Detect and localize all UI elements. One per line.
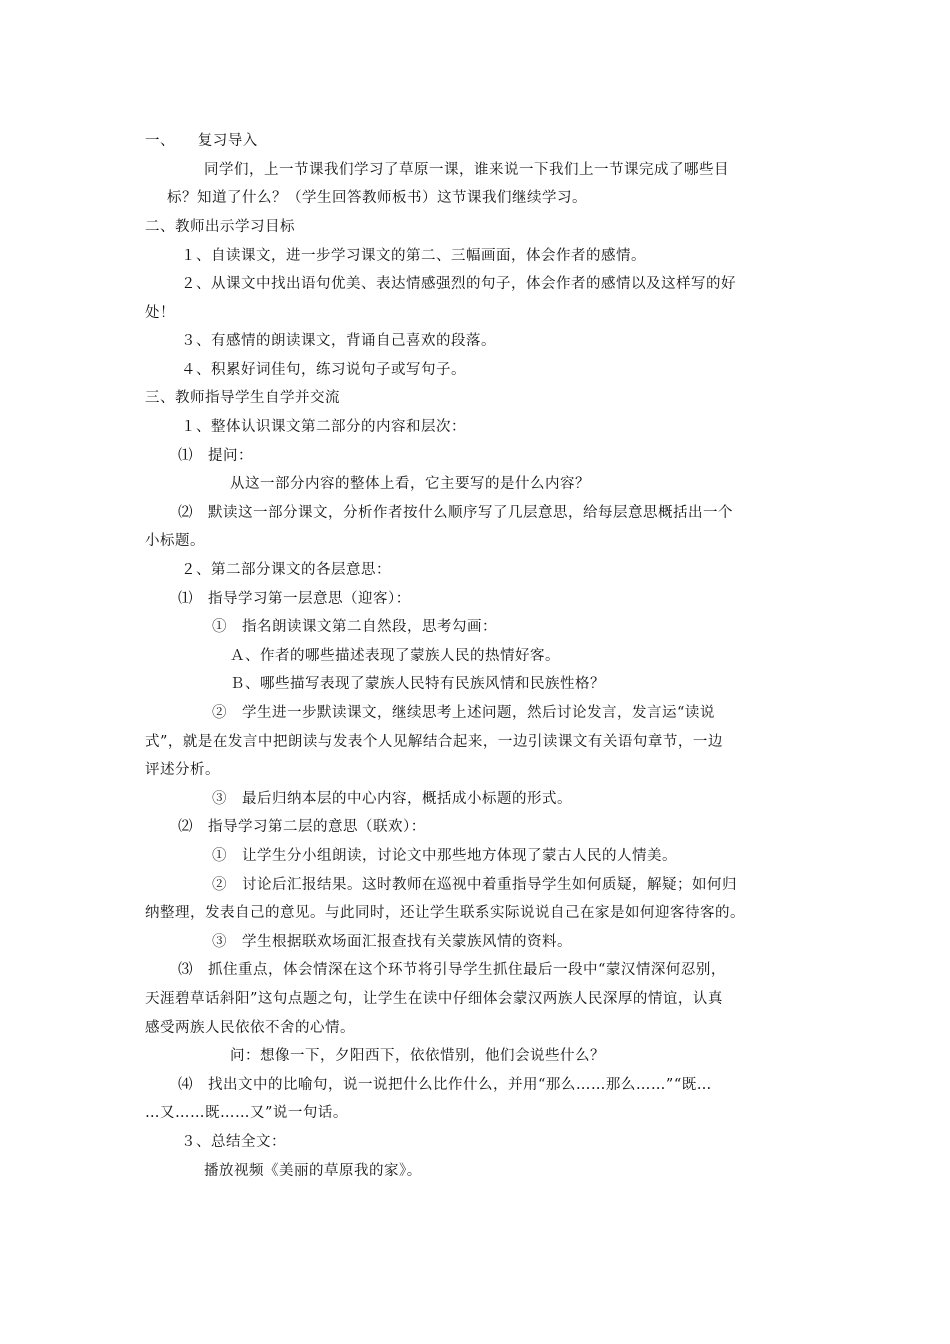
goal-item: １、自读课文，进一步学习课文的第二、三幅画面，体会作者的感情。 (181, 248, 646, 264)
paragraph-line: Ｂ、哪些描写表现了蒙族人民特有民族风情和民族性格？ (230, 676, 605, 692)
circled-item: ③ 最后归纳本层的中心内容，概括成小标题的形式。 (212, 791, 572, 807)
section-item: ２、第二部分课文的各层意思： (181, 562, 391, 578)
paragraph-line: 标？知道了什么？（学生回答教师板书）这节课我们继续学习。 (167, 190, 587, 206)
sub-item: ⑴ 提问： (178, 448, 253, 464)
goal-item: ４、积累好词佳句，练习说句子或写句子。 (181, 362, 466, 378)
paragraph-line: 问：想像一下，夕阳西下，依依惜别，他们会说些什么？ (230, 1048, 605, 1064)
heading-learning-goals: 二、教师出示学习目标 (145, 219, 295, 235)
circled-item: ① 指名朗读课文第二自然段，思考勾画： (212, 619, 497, 635)
paragraph-line: 播放视频《美丽的草原我的家》。 (204, 1163, 422, 1179)
goal-item: ３、有感情的朗读课文，背诵自己喜欢的段落。 (181, 333, 496, 349)
circled-item: ① 让学生分小组朗读，讨论文中那些地方体现了蒙古人民的人情美。 (212, 848, 677, 864)
paragraph-line: …又……既……又”说一句话。 (145, 1105, 348, 1121)
paragraph-line: Ａ、作者的哪些描述表现了蒙族人民的热情好客。 (230, 648, 560, 664)
sub-item: ⑵ 指导学习第二层的意思（联欢）： (178, 819, 426, 835)
section-item: ３、总结全文： (181, 1134, 286, 1150)
paragraph-line: 纳整理，发表自己的意见。与此同时，还让学生联系实际说说自己在家是如何迎客待客的。 (145, 905, 745, 921)
paragraph-line: 感受两族人民依依不舍的心情。 (145, 1020, 355, 1036)
paragraph-line: 小标题。 (145, 533, 205, 549)
paragraph-line: 天涯碧草话斜阳”这句点题之句，让学生在读中仔细体会蒙汉两族人民深厚的情谊，认真 (145, 991, 723, 1007)
sub-item: ⑵ 默读这一部分课文，分析作者按什么顺序写了几层意思，给每层意思概括出一个 (178, 505, 733, 521)
sub-item: ⑶ 抓住重点，体会情深在这个环节将引导学生抓住最后一段中“蒙汉情深何忍别， (178, 962, 726, 978)
circled-item: ③ 学生根据联欢场面汇报查找有关蒙族风情的资料。 (212, 934, 572, 950)
heading-guided-study: 三、教师指导学生自学并交流 (145, 390, 340, 406)
paragraph-line: 式”，就是在发言中把朗读与发表个人见解结合起来，一边引读课文有关语句章节，一边 (145, 734, 723, 750)
goal-item: ２、从课文中找出语句优美、表达情感强烈的句子，体会作者的感情以及这样写的好 (181, 276, 736, 292)
paragraph-line: 同学们，上一节课我们学习了草原一课，谁来说一下我们上一节课完成了哪些目 (204, 162, 729, 178)
paragraph-line: 评述分析。 (145, 762, 220, 778)
sub-item: ⑴ 指导学习第一层意思（迎客）： (178, 591, 411, 607)
circled-item: ② 讨论后汇报结果。这时教师在巡视中着重指导学生如何质疑，解疑；如何归 (212, 877, 737, 893)
paragraph-line: 从这一部分内容的整体上看，它主要写的是什么内容？ (230, 476, 590, 492)
sub-item: ⑷ 找出文中的比喻句，说一说把什么比作什么，并用“那么……那么……”“既… (178, 1077, 712, 1093)
heading-review-intro: 一、 复习导入 (145, 133, 258, 149)
circled-item: ② 学生进一步默读课文，继续思考上述问题，然后讨论发言，发言运“读说 (212, 705, 715, 721)
section-item: １、整体认识课文第二部分的内容和层次： (181, 419, 466, 435)
paragraph-line: 处！ (145, 305, 175, 321)
